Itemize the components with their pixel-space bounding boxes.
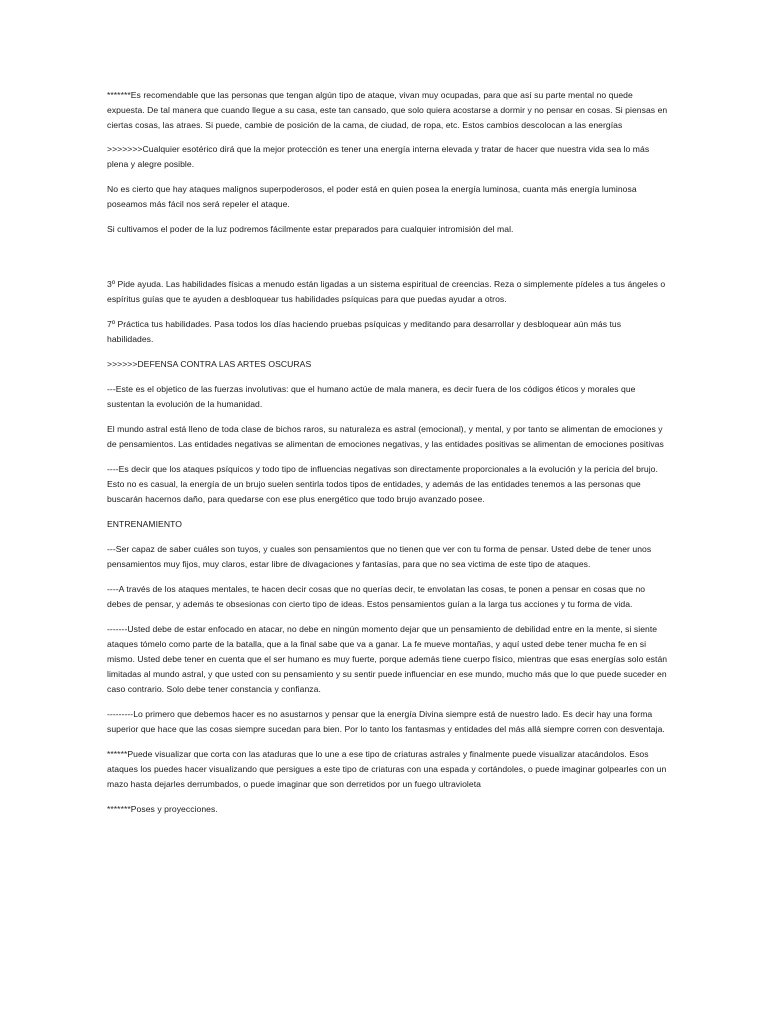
paragraph-7: ---Este es el objetico de las fuerzas involutivas: que el humano actúe de mala manera, es decir fuera de los códigos éticos y morales que sustentan la evolución de la humanidad. [107, 384, 636, 409]
paragraph-10: ---Ser capaz de saber cuáles son tuyos, y cuales son pensamientos que no tienen que ver con tu forma de pensar. Usted debe de tener unos pensamientos muy fijos, muy claros, estar libre de divagaciones y fantasías, para que no sea victima de este tipo de ataques. [107, 544, 652, 569]
paragraph-12: -------Usted debe de estar enfocado en atacar, no debe en ningún momento dejar que un pensamiento de debilidad entre en la mente, si siente ataques tómelo como parte de la batalla, que a la final sabe que va a ganar. La fe mueve montañas, y aquí usted debe tener mucha fe en si mismo. Usted debe tener en cuenta que el ser humano es muy fuerte, porque además tiene cuerpo físico, mientras que esas energías solo están limitadas al mundo astral, y que usted con su pensamiento y su sentir puede influenciar en ese mundo, mucho más que lo que puede suceder en caso contrario. Solo debe tener constancia y confianza. [107, 624, 668, 694]
paragraph-3: No es cierto que hay ataques malignos superpoderosos, el poder está en quien posea la energía luminosa, cuanta más energía luminosa poseamos más fácil nos será repeler el ataque. [107, 184, 637, 209]
paragraph-2: >>>>>>>Cualquier esotérico dirá que la mejor protección es tener una energía interna elevada y tratar de hacer que nuestra vida sea lo más plena y alegre posible. [107, 144, 650, 169]
paragraph-13: ---------Lo primero que debemos hacer es no asustarnos y pensar que la energía Divina siempre está de nuestro lado. Es decir hay una forma superior que hace que las cosas siempre sucedan para bien. Por lo tanto los fantasmas y entidades del más allá siempre corren con desventaja. [107, 709, 665, 734]
paragraph-11: ----A través de los ataques mentales, te hacen decir cosas que no querías decir, te envolatan las cosas, te ponen a pensar en cosas que no debes de pensar, y además te obsesionas con cierto tipo de ideas. Estos pensamientos guían a la larga tus acciones y tu forma de vida. [107, 584, 646, 609]
paragraph-8: El mundo astral está lleno de toda clase de bichos raros, su naturaleza es astral (emocional), y mental, y por tanto se alimentan de emociones y de pensamientos. Las entidades negativas se alimentan de emociones negativas, y las entidades positivas se alimentan de emociones positivas [107, 424, 664, 449]
paragraph-4: Si cultivamos el poder de la luz podremos fácilmente estar preparados para cualquier intromisión del mal. [107, 224, 514, 234]
paragraph-1: *******Es recomendable que las personas que tengan algún tipo de ataque, vivan muy ocupadas, para que así su parte mental no quede expuesta. De tal manera que cuando llegue a su casa, este tan cansado, que solo quiera acostarse a dormir y no pensar en cosas. Si piensas en ciertas cosas, las atraes. Si puede, cambie de posición de la cama, de ciudad, de ropa, etc. Estos cambios descolocan a las energías [107, 90, 668, 130]
section-heading-defensa: >>>>>>DEFENSA CONTRA LAS ARTES OSCURAS [107, 359, 312, 369]
section-heading-entrenamiento: ENTRENAMIENTO [107, 519, 182, 529]
paragraph-14: ******Puede visualizar que corta con las ataduras que lo une a ese tipo de criaturas astrales y finalmente puede visualizar atacándolos. Esos ataques los puedes hacer visualizando que persigues a este tipo de criaturas con una espada y cortándoles, o puede imaginar golpearles con un mazo hasta dejarles derrumbados, o puede imaginar que son derretidos por un fuego ultravioleta [107, 749, 667, 789]
paragraph-9: ----Es decir que los ataques psíquicos y todo tipo de influencias negativas son directamente proporcionales a la evolución y la pericia del brujo. Esto no es casual, la energía de un brujo suelen sentirla todos tipos de entidades, y además de las entidades tenemos a las personas que buscarán hacernos daño, para quedarse con ese plus energético que todo brujo avanzado posee. [107, 464, 658, 504]
paragraph-15: *******Poses y proyecciones. [107, 804, 218, 814]
paragraph-6: 7º Práctica tus habilidades. Pasa todos los días haciendo pruebas psíquicas y meditando para desarrollar y desbloquear aún más tus habilidades. [107, 319, 622, 344]
paragraph-5: 3º Pide ayuda. Las habilidades físicas a menudo están ligadas a un sistema espiritual de creencias. Reza o simplemente pídeles a tus ángeles o espíritus guías que te ayuden a desbloquear tus habilidades psíquicas para que puedas ayudar a otros. [107, 279, 666, 304]
